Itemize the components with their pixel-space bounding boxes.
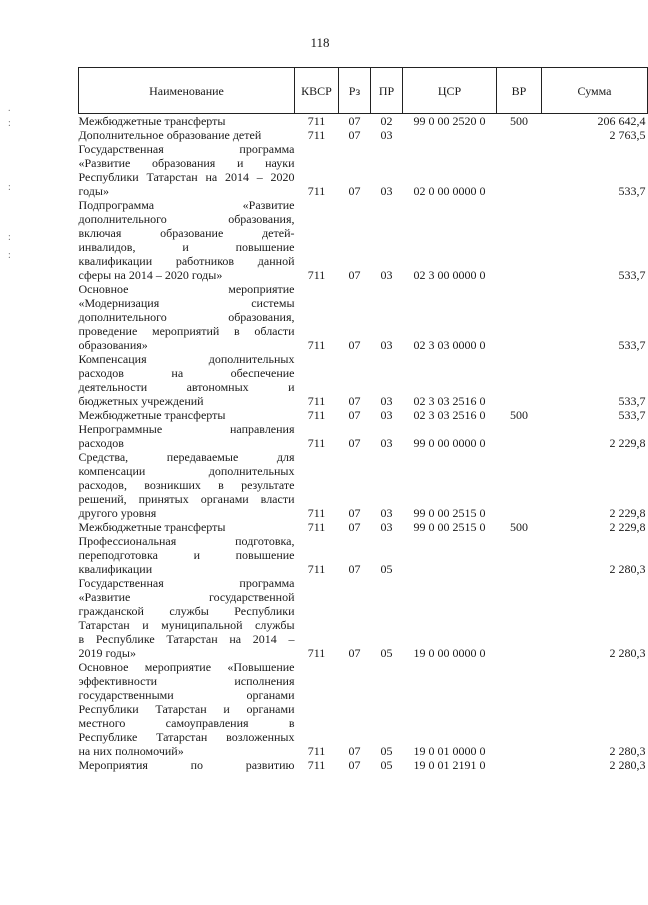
row-rz: 07: [348, 184, 361, 198]
margin-mark: .: [8, 103, 11, 114]
table-row: [79, 660, 648, 758]
row-sum: 2 280,3: [609, 646, 646, 660]
row-name-line: проведение мероприятий в области: [78, 324, 295, 338]
row-name-line: дополнительного образования,: [78, 212, 295, 226]
row-vr: [497, 128, 542, 142]
column-header-name: Наименование: [79, 68, 295, 114]
row-name-line: квалификации работников данной: [78, 254, 295, 268]
row-sum: 533,7: [618, 338, 646, 352]
row-name-line: переподготовка и повышение: [78, 548, 295, 562]
row-name: [79, 520, 295, 534]
row-pr: 03: [380, 128, 393, 142]
row-name-line: квалификации: [78, 562, 153, 576]
row-name-line: местного самоуправления в: [78, 716, 295, 730]
row-name-line: Мероприятия по развитию: [78, 758, 295, 772]
row-sum: 533,7: [618, 268, 646, 282]
row-name-line: годы»: [78, 184, 109, 198]
table-row: [79, 128, 648, 142]
row-sum: 2 280,3: [609, 758, 646, 772]
row-vr: 500: [510, 408, 528, 422]
row-name-line: гражданской службы Республики: [78, 604, 295, 618]
row-rz: 07: [348, 338, 361, 352]
row-name: [79, 114, 295, 129]
row-name-line: Межбюджетные трансферты: [78, 520, 226, 534]
row-vr: [497, 282, 542, 352]
row-pr: 03: [380, 268, 393, 282]
margin-mark: :: [8, 232, 11, 243]
row-vr: [497, 576, 542, 660]
row-name-line: «Развитие образования и науки: [78, 156, 295, 170]
row-name-line: Подпрограмма «Развитие: [78, 198, 295, 212]
row-name-line: Республики Татарстан на 2014 – 2020: [78, 170, 295, 184]
row-name-line: Татарстан и муниципальной службы: [78, 618, 295, 632]
row-kvsr: 711: [307, 338, 326, 352]
column-header-csr: ЦСР: [403, 68, 497, 114]
row-name-line: расходов на обеспечение: [78, 366, 295, 380]
row-csr: 02 3 00 0000 0: [413, 268, 486, 282]
row-name-line: Дополнительное образование детей: [78, 128, 262, 142]
row-rz: 07: [348, 646, 361, 660]
row-csr: 19 0 01 2191 0: [413, 758, 486, 772]
row-name-line: сферы на 2014 – 2020 годы»: [78, 268, 223, 282]
row-kvsr: 711: [307, 128, 326, 142]
row-pr: 03: [380, 436, 393, 450]
row-csr: 19 0 01 0000 0: [413, 744, 486, 758]
row-name-line: Республике Татарстан возложенных: [78, 730, 295, 744]
row-csr: [403, 128, 497, 142]
row-pr: 02: [380, 114, 393, 128]
row-rz: 07: [348, 436, 361, 450]
row-rz: 07: [348, 394, 361, 408]
row-name-line: деятельности автономных и: [78, 380, 295, 394]
row-name-line: Государственная программа: [78, 142, 295, 156]
row-name-line: Государственная программа: [78, 576, 295, 590]
row-name: [79, 142, 295, 198]
row-kvsr: 711: [307, 394, 326, 408]
row-name-line: Межбюджетные трансферты: [78, 114, 226, 128]
row-name-line: Компенсация дополнительных: [78, 352, 295, 366]
row-kvsr: 711: [307, 506, 326, 520]
row-rz: 07: [348, 408, 361, 422]
row-name-line: Основное мероприятие «Повышение: [78, 660, 295, 674]
row-kvsr: 711: [307, 744, 326, 758]
row-vr: [497, 758, 542, 772]
row-vr: 500: [510, 520, 528, 534]
row-csr: 02 3 03 0000 0: [413, 338, 486, 352]
row-rz: 07: [348, 520, 361, 534]
row-sum: 2 229,8: [609, 520, 646, 534]
row-kvsr: 711: [307, 436, 326, 450]
table-row: [79, 534, 648, 576]
row-name-line: эффективности исполнения: [78, 674, 295, 688]
row-csr: 02 0 00 0000 0: [413, 184, 486, 198]
column-header-kvsr: КВСР: [295, 68, 339, 114]
row-sum: 206 642,4: [597, 114, 646, 128]
row-sum: 533,7: [618, 394, 646, 408]
row-kvsr: 711: [307, 408, 326, 422]
row-rz: 07: [348, 114, 361, 128]
table-row: [79, 198, 648, 282]
row-vr: [497, 422, 542, 450]
row-name: [79, 198, 295, 282]
row-name: [79, 282, 295, 352]
row-name-line: расходов, возникших в результате: [78, 478, 295, 492]
row-name-line: в Республике Татарстан на 2014 –: [78, 632, 295, 646]
table-row: [79, 408, 648, 422]
row-name-line: 2019 годы»: [78, 646, 136, 660]
row-pr: 03: [380, 394, 393, 408]
row-pr: 03: [380, 506, 393, 520]
row-vr: [497, 198, 542, 282]
row-name-line: Межбюджетные трансферты: [78, 408, 226, 422]
row-name: [79, 352, 295, 408]
margin-mark: :: [8, 250, 11, 261]
row-name-line: «Развитие государственной: [78, 590, 295, 604]
row-pr: 03: [380, 408, 393, 422]
row-pr: 03: [380, 338, 393, 352]
row-kvsr: 711: [307, 758, 326, 772]
row-name: [79, 422, 295, 450]
row-name-line: бюджетных учреждений: [78, 394, 204, 408]
row-csr: [403, 534, 497, 576]
row-name-line: на них полномочий»: [78, 744, 184, 758]
row-kvsr: 711: [307, 268, 326, 282]
row-vr: [497, 534, 542, 576]
row-name-line: инвалидов, и повышение: [78, 240, 295, 254]
row-pr: 05: [380, 744, 393, 758]
table-row: [79, 114, 648, 129]
row-name: [79, 576, 295, 660]
row-vr: [497, 352, 542, 408]
row-name-line: включая образование детей-: [78, 226, 295, 240]
row-name-line: другого уровня: [78, 506, 157, 520]
row-pr: 05: [380, 758, 393, 772]
row-kvsr: 711: [307, 114, 326, 128]
column-header-pr: ПР: [371, 68, 403, 114]
row-csr: 19 0 00 0000 0: [413, 646, 486, 660]
column-header-rz: Рз: [339, 68, 371, 114]
row-kvsr: 711: [307, 646, 326, 660]
row-vr: 500: [510, 114, 528, 128]
row-csr: 99 0 00 2515 0: [413, 520, 486, 534]
budget-table: [78, 67, 648, 772]
table-row: [79, 352, 648, 408]
row-sum: 2 280,3: [609, 744, 646, 758]
row-sum: 533,7: [618, 408, 646, 422]
column-header-sum: Сумма: [542, 68, 648, 114]
row-kvsr: 711: [307, 562, 326, 576]
row-name-line: «Модернизация системы: [78, 296, 295, 310]
row-name-line: дополнительного образования,: [78, 310, 295, 324]
row-name-line: Непрограммные направления: [78, 422, 295, 436]
row-sum: 533,7: [618, 184, 646, 198]
row-csr: 99 0 00 2520 0: [413, 114, 486, 128]
row-name: [79, 660, 295, 758]
table-row: [79, 422, 648, 450]
row-rz: 07: [348, 758, 361, 772]
row-vr: [497, 660, 542, 758]
row-kvsr: 711: [307, 520, 326, 534]
row-csr: 99 0 00 0000 0: [413, 436, 486, 450]
column-header-vr: ВР: [497, 68, 542, 114]
table-row: [79, 758, 648, 772]
table-row: [79, 520, 648, 534]
row-name: [79, 128, 295, 142]
row-name: [79, 450, 295, 520]
margin-mark: :: [8, 182, 11, 193]
row-pr: 05: [380, 562, 393, 576]
row-sum: 2 229,8: [609, 506, 646, 520]
row-sum: 2 229,8: [609, 436, 646, 450]
row-csr: 02 3 03 2516 0: [413, 408, 486, 422]
row-name-line: Профессиональная подготовка,: [78, 534, 295, 548]
row-pr: 03: [380, 184, 393, 198]
row-name: [79, 534, 295, 576]
row-rz: 07: [348, 506, 361, 520]
table-row: [79, 282, 648, 352]
row-name-line: Основное мероприятие: [78, 282, 295, 296]
row-rz: 07: [348, 128, 361, 142]
page-number: 118: [310, 35, 330, 50]
row-name-line: образования»: [78, 338, 148, 352]
table-body: [79, 114, 648, 773]
row-name-line: компенсации дополнительных: [78, 464, 295, 478]
table-row: [79, 142, 648, 198]
row-name: [79, 408, 295, 422]
row-csr: 02 3 03 2516 0: [413, 394, 486, 408]
row-rz: 07: [348, 744, 361, 758]
margin-mark: :: [8, 118, 11, 129]
row-name-line: Республики Татарстан и органами: [78, 702, 295, 716]
row-rz: 07: [348, 268, 361, 282]
row-sum: 2 280,3: [609, 562, 646, 576]
row-rz: 07: [348, 562, 361, 576]
row-name-line: решений, принятых органами власти: [78, 492, 295, 506]
row-name-line: расходов: [78, 436, 124, 450]
row-sum: 2 763,5: [609, 128, 646, 142]
row-csr: 99 0 00 2515 0: [413, 506, 486, 520]
row-vr: [497, 450, 542, 520]
row-name-line: Средства, передаваемые для: [78, 450, 295, 464]
row-kvsr: 711: [307, 184, 326, 198]
row-pr: 03: [380, 520, 393, 534]
table-row: [79, 576, 648, 660]
row-vr: [497, 142, 542, 198]
table-header-row: [79, 68, 648, 114]
row-name: [79, 758, 295, 772]
table-row: [79, 450, 648, 520]
row-pr: 05: [380, 646, 393, 660]
row-name-line: государственными органами: [78, 688, 295, 702]
